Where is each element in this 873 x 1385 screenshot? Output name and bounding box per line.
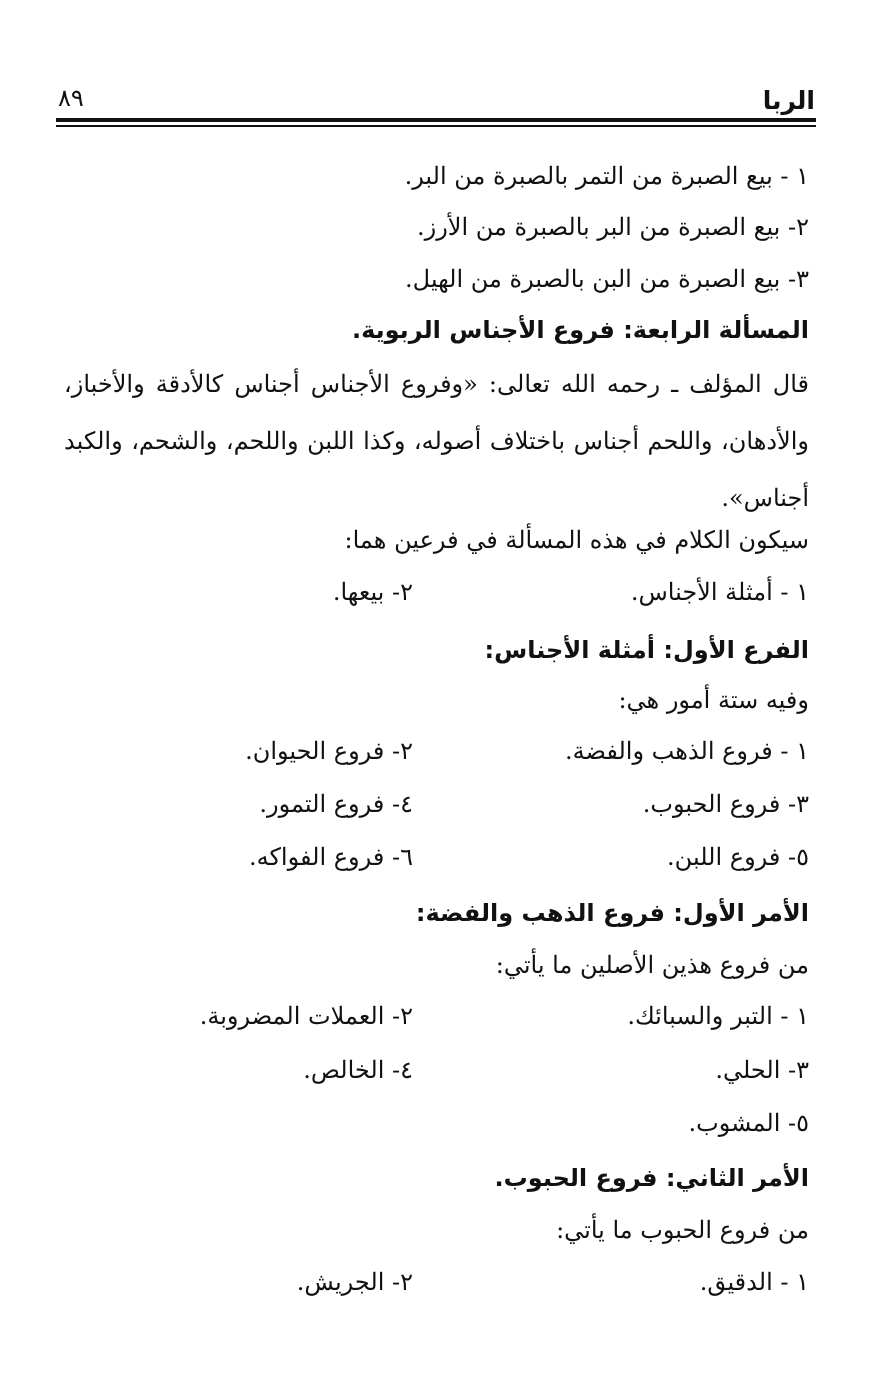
list-item: ٢- بيع الصبرة من البر بالصبرة من الأرز. <box>416 213 809 241</box>
paragraph: من فروع الحبوب ما يأتي: <box>556 1216 809 1244</box>
paragraph: وفيه ستة أمور هي: <box>618 686 809 714</box>
list-item: ٤- الخالص. <box>303 1056 413 1084</box>
subsection-heading: الفرع الأول: أمثلة الأجناس: <box>484 636 809 664</box>
list-item: ٣- الحلي. <box>715 1056 809 1084</box>
list-item: ٦- فروع الفواكه. <box>249 843 413 871</box>
header-rule-thick <box>56 118 816 122</box>
list-item: ٣- بيع الصبرة من البن بالصبرة من الهيل. <box>405 265 809 293</box>
quote-paragraph: قال المؤلف ـ رحمه الله تعالى: «وفروع الأجناس أجناس كالأدقة والأخباز، والأدهان، واللحم أجناس باختلاف أصوله، وكذا اللبن واللحم، والشحم، والكبد أجناس». <box>64 370 809 512</box>
list-item: ٢- بيعها. <box>332 578 413 606</box>
page-number: ٨٩ <box>58 84 84 112</box>
list-item: ٥- فروع اللبن. <box>667 843 809 871</box>
paragraph: من فروع هذين الأصلين ما يأتي: <box>495 951 809 979</box>
list-item: ٥- المشوب. <box>688 1109 809 1137</box>
subsection-heading: الأمر الأول: فروع الذهب والفضة: <box>415 899 809 927</box>
list-item: ٣- فروع الحبوب. <box>642 790 809 818</box>
list-item: ١ - بيع الصبرة من التمر بالصبرة من البر. <box>404 162 809 190</box>
running-header-title: الربا <box>762 86 815 115</box>
header-rule-thin <box>56 125 816 127</box>
list-item: ١ - أمثلة الأجناس. <box>630 578 809 606</box>
list-item: ٢- فروع الحيوان. <box>245 737 413 765</box>
list-item: ١ - الدقيق. <box>699 1268 809 1296</box>
paragraph: سيكون الكلام في هذه المسألة في فرعين هما: <box>344 526 809 554</box>
list-item: ١ - فروع الذهب والفضة. <box>565 737 809 765</box>
list-item: ٢- العملات المضروبة. <box>199 1002 413 1030</box>
list-item: ٤- فروع التمور. <box>259 790 413 818</box>
list-item: ٢- الجريش. <box>296 1268 413 1296</box>
subsection-heading: الأمر الثاني: فروع الحبوب. <box>494 1164 809 1192</box>
list-item: ١ - التبر والسبائك. <box>627 1002 809 1030</box>
section-heading: المسألة الرابعة: فروع الأجناس الربوية. <box>351 316 809 344</box>
